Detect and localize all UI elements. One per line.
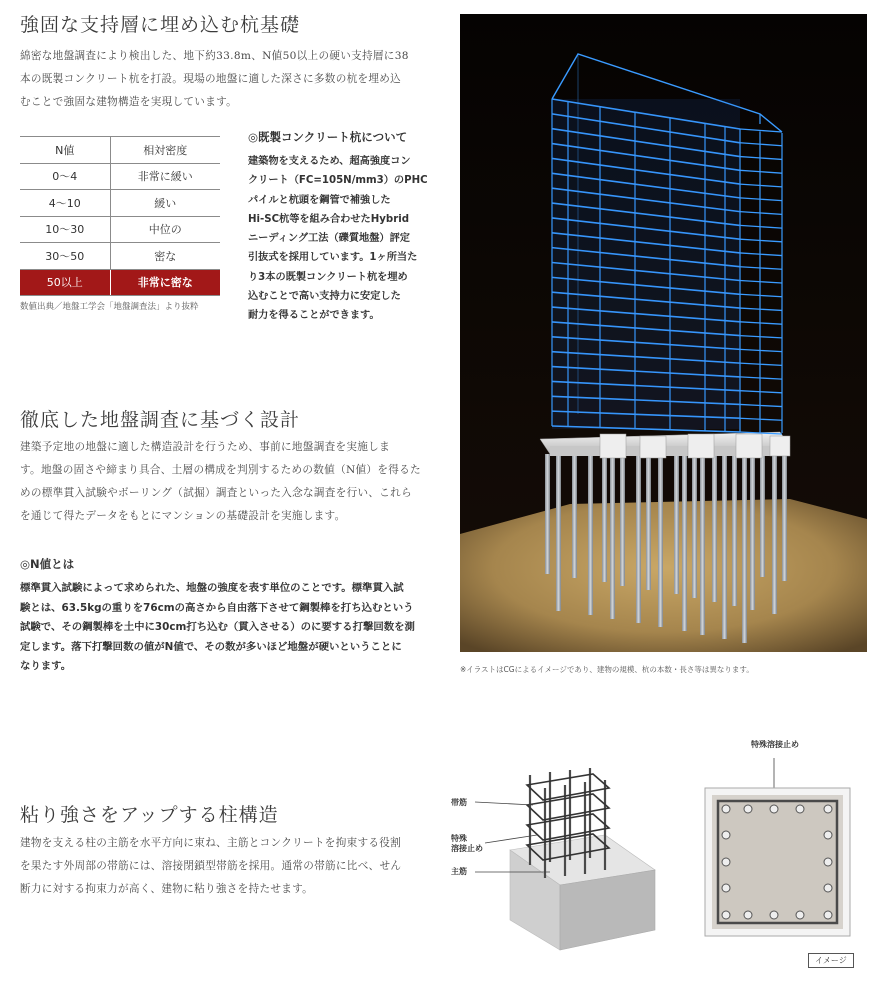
pile bbox=[692, 454, 697, 598]
section3-body bbox=[20, 832, 401, 901]
text-line: 建築物を支えるため、超高強度コン bbox=[248, 156, 411, 167]
pile bbox=[572, 454, 577, 578]
text-line: 耐力を得ることができます。 bbox=[248, 310, 380, 322]
table-header-row bbox=[20, 137, 220, 164]
render-caption: ※イラストはCGによるイメージであり、建物の規模、杭の本数・長さ等は異なります。 bbox=[460, 665, 754, 674]
text-line: 綿密な地盤調査により検出した、地下約33.8m、N値50以上の硬い支持層に38 bbox=[20, 50, 409, 62]
text-line: クリート（FC=105N/mm3）のPHC bbox=[248, 175, 428, 187]
text-line: を果たす外周部の帯筋には、溶接閉鎖型帯筋を採用。通常の帯筋に比べ、せん bbox=[20, 860, 402, 872]
section2-body bbox=[20, 436, 421, 528]
pile bbox=[620, 454, 625, 586]
label-special-weld: 特殊 溶接止め bbox=[451, 834, 483, 853]
image-tag: イメージ bbox=[808, 953, 854, 968]
table-cell: 中位の bbox=[110, 216, 220, 243]
table-row bbox=[20, 163, 220, 190]
text-line: を通じて得たデータをもとにマンションの基礎設計を実施します。 bbox=[20, 510, 346, 522]
pile bbox=[602, 454, 607, 582]
pile bbox=[700, 454, 705, 635]
pile bbox=[712, 454, 717, 602]
section2-title: 徹底した地盤調査に基づく設計 bbox=[20, 409, 301, 431]
table-cell: 10〜30 bbox=[20, 216, 110, 243]
pile bbox=[636, 454, 641, 623]
table-row bbox=[20, 216, 220, 243]
pile bbox=[732, 454, 737, 606]
text-line: パイルと杭頭を鋼管で補強した bbox=[248, 194, 391, 206]
text-line: めの標準貫入試験やボーリング（試掘）調査といった入念な調査を行い、これら bbox=[20, 487, 412, 499]
section1-body bbox=[20, 45, 409, 114]
table-cell: 密な bbox=[110, 243, 220, 270]
text-line: 建築予定地の地盤に適した構造設計を行うため、事前に地盤調査を実施しま bbox=[20, 441, 390, 453]
table-header: N値 bbox=[20, 137, 110, 164]
ground bbox=[460, 499, 867, 652]
pile bbox=[760, 454, 765, 577]
pile bbox=[772, 454, 777, 614]
text-line: なります。 bbox=[20, 660, 72, 672]
text-line: 込むことで高い支持力に安定した bbox=[248, 291, 401, 303]
pile bbox=[658, 454, 663, 627]
column-cross-section bbox=[700, 750, 860, 950]
text-line: す。地盤の固さや締まり具合、土層の構成を判別するための数値（N値）を得るた bbox=[20, 464, 421, 476]
pile bbox=[556, 454, 561, 611]
pile bbox=[750, 454, 755, 610]
label-special-weld-top: 特殊溶接止め bbox=[751, 740, 799, 749]
table-cell: 緩い bbox=[110, 190, 220, 217]
text-line: 試験で、その鋼製棒を土中に30cm打ち込む（貫入させる）のに要する打撃回数を測 bbox=[20, 621, 415, 633]
pile bbox=[742, 454, 747, 643]
n-value-title: ◎N値とは bbox=[20, 557, 75, 571]
text-line: 建物を支える柱の主筋を水平方向に束ね、主筋とコンクリートを拘束する役割 bbox=[20, 837, 402, 849]
table-header: 相対密度 bbox=[110, 137, 220, 164]
label-main-bar: 主筋 bbox=[451, 867, 467, 876]
table-cell: 0〜4 bbox=[20, 163, 110, 190]
table-cell: 30〜50 bbox=[20, 243, 110, 270]
pile bbox=[646, 454, 651, 590]
pile bbox=[588, 454, 593, 615]
n-value-table bbox=[20, 136, 220, 296]
pile bbox=[610, 454, 615, 619]
n-value-body bbox=[20, 579, 440, 677]
text-line: ニーディング工法（礫質地盤）評定 bbox=[248, 233, 410, 245]
column-rebar-illustration bbox=[455, 760, 665, 960]
table-cell: 非常に緩い bbox=[110, 163, 220, 190]
pile-note-body bbox=[248, 152, 448, 326]
table-source: 数値出典／地盤工学会「地盤調査法」より抜粋 bbox=[20, 302, 199, 312]
pile bbox=[782, 454, 787, 581]
section1-title: 強固な支持層に埋め込む杭基礎 bbox=[20, 14, 301, 36]
table-cell: 非常に密な bbox=[110, 269, 220, 296]
text-line: 験とは、63.5kgの重りを76cmの高さから自由落下させて鋼製棒を打ち込むという bbox=[20, 601, 414, 614]
label-hoop: 帯筋 bbox=[451, 798, 467, 807]
text-line: 断力に対する拘束力が高く、建物に粘り強さを持たせます。 bbox=[20, 883, 314, 895]
section3-title: 粘り強さをアップする柱構造 bbox=[20, 804, 279, 826]
text-line: 本の既製コンクリート杭を打設。現場の地盤に適した深さに多数の杭を埋め込 bbox=[20, 73, 402, 85]
text-line: 標準貫入試験によって求められた、地盤の強度を表す単位のことです。標準貫入試 bbox=[20, 582, 404, 594]
table-row bbox=[20, 243, 220, 270]
tower-glow bbox=[552, 99, 740, 429]
table-row-highlight bbox=[20, 269, 220, 296]
text-line: 定します。落下打撃回数の値がN値で、その数が多いほど地盤が硬いということに bbox=[20, 640, 402, 653]
pile bbox=[674, 454, 679, 594]
table-cell: 50以上 bbox=[20, 269, 110, 296]
text-line: むことで強固な建物構造を実現しています。 bbox=[20, 96, 238, 108]
building-foundation-render bbox=[460, 14, 867, 652]
pile-note-title: ◎既製コンクリート杭について bbox=[248, 130, 408, 144]
pile bbox=[545, 454, 550, 574]
text-line: Hi-SC杭等を組み合わせたHybrid bbox=[248, 213, 410, 225]
text-line: り3本の既製コンクリート杭を埋め bbox=[248, 271, 408, 283]
table-cell: 4〜10 bbox=[20, 190, 110, 217]
pile bbox=[682, 454, 687, 631]
table-row bbox=[20, 190, 220, 217]
text-line: 引抜式を採用しています。1ヶ所当た bbox=[248, 252, 418, 264]
pile bbox=[722, 454, 727, 639]
